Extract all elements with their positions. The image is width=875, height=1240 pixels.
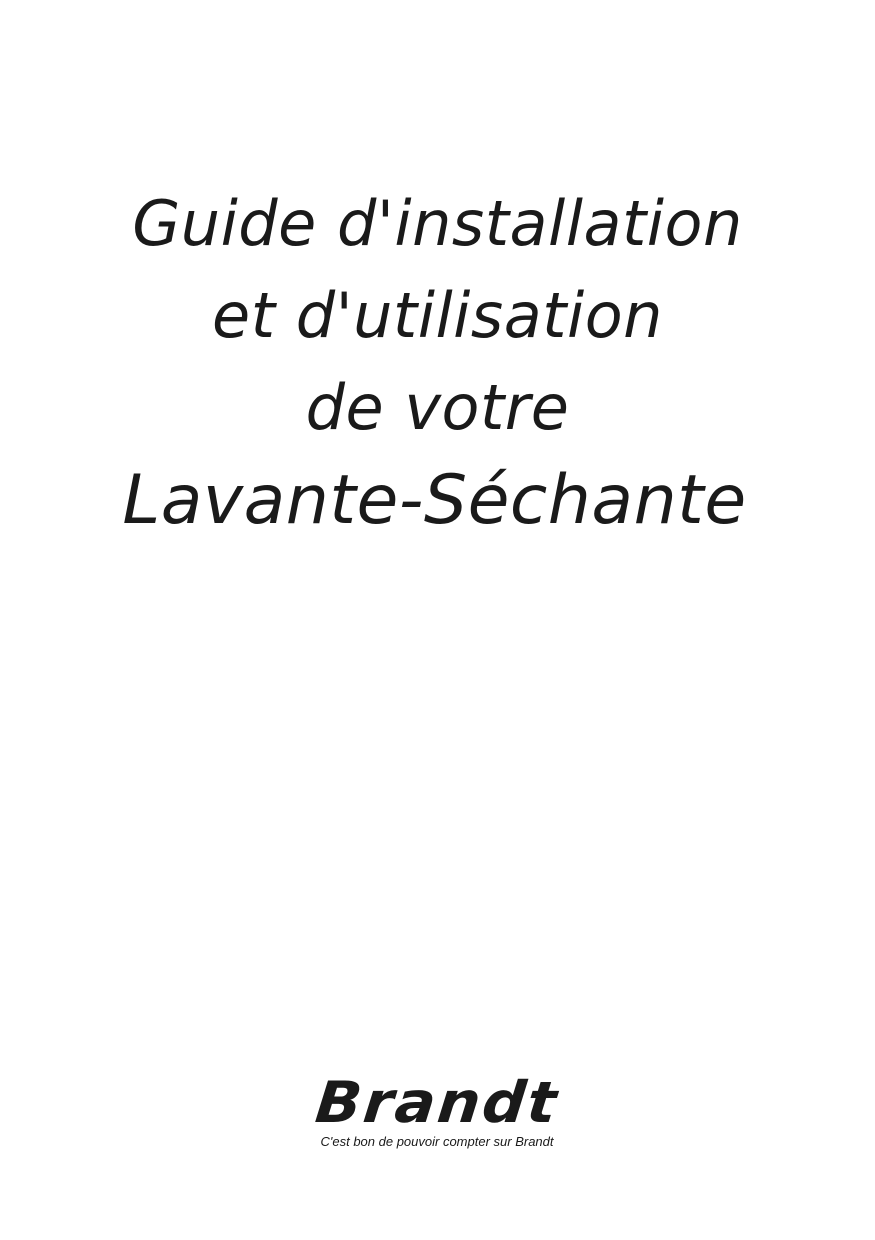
title-line-2: et d'utilisation: [212, 279, 663, 352]
document-title: [0, 178, 875, 548]
title-line-1: Guide d'installation: [132, 187, 743, 260]
product-name: Lavante-Séchante: [122, 461, 747, 540]
title-line-3: de votre: [305, 371, 570, 444]
brandt-logo: Brandt: [312, 1069, 562, 1137]
brand-tagline: C'est bon de pouvoir compter sur Brandt: [320, 1134, 554, 1149]
brand-block: [282, 1070, 592, 1160]
